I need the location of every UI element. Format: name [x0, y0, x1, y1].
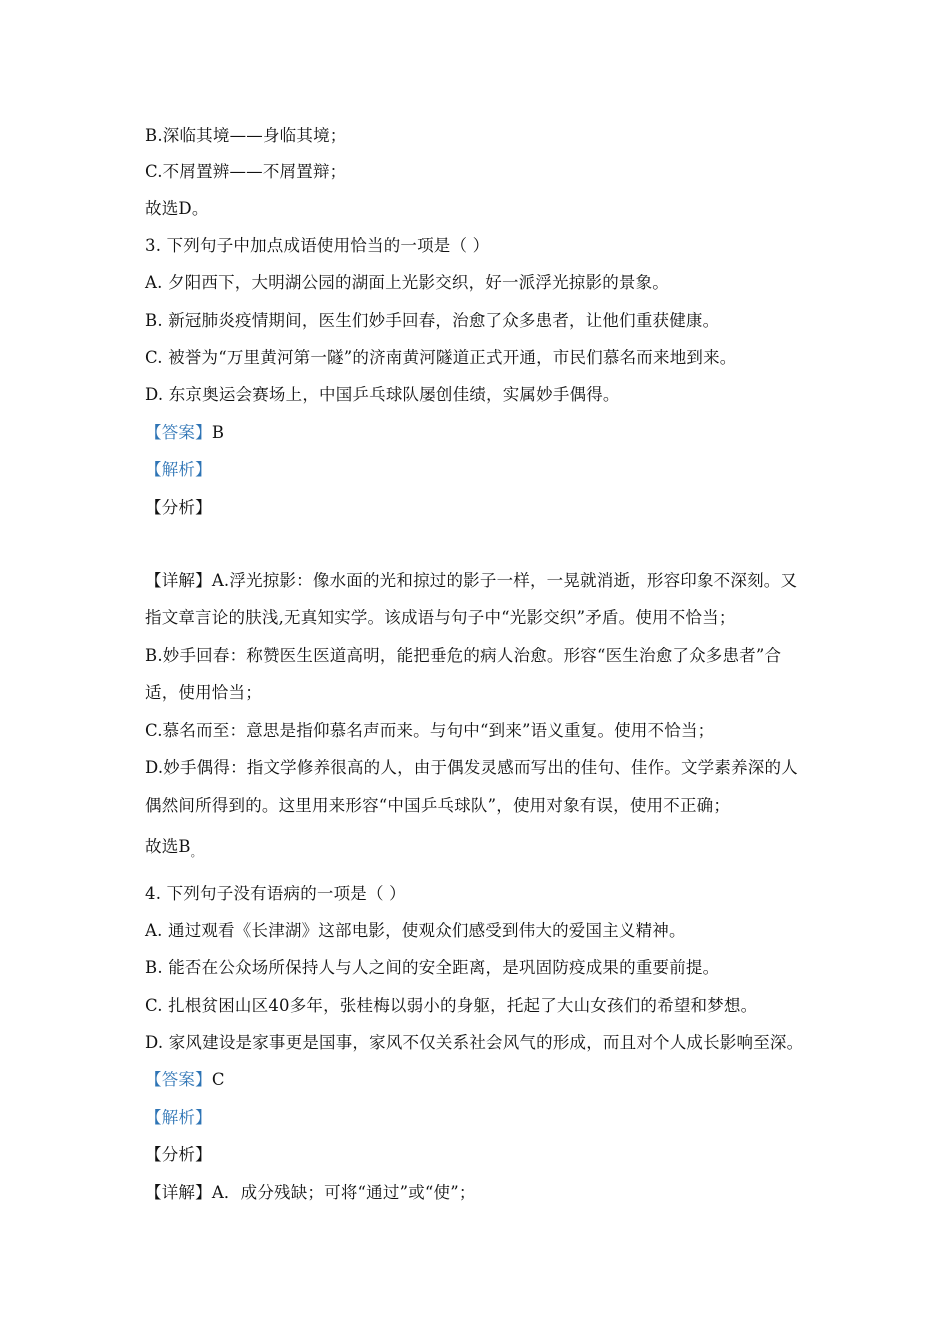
- q4-answer-value: C: [211, 1070, 225, 1089]
- q4-detail-label: 【详解】: [145, 1183, 212, 1202]
- q3-option-b: B. 新冠肺炎疫情期间，医生们妙手回春，治愈了众多患者，让他们重获健康。: [145, 311, 720, 330]
- q3-detail-label: 【详解】: [145, 571, 212, 590]
- prev-conclusion: 故选D。: [145, 199, 209, 218]
- prev-option-c-fix: C.不屑置辨——不屑置辩；: [145, 162, 347, 181]
- q3-conclusion: [145, 836, 202, 864]
- q4-detail-line-1: [145, 1182, 476, 1204]
- q4-stem: 4. 下列句子没有语病的一项是（ ）: [145, 884, 406, 903]
- q4-answer-label: 【答案】: [145, 1070, 212, 1089]
- q3-detail-line-3: B.妙手回春：称赞医生医道高明，能把垂危的病人治愈。形容“医生治愈了众多患者”合: [145, 646, 782, 665]
- q3-analysis-label: 【解析】: [145, 460, 212, 479]
- q3-detail-line-7: 偶然间所得到的。这里用来形容“中国乒乓球队”，使用对象有误，使用不正确；: [145, 796, 731, 815]
- q4-analysis-label: 【解析】: [145, 1108, 212, 1127]
- q3-detail-line-4: 适，使用恰当；: [145, 683, 262, 702]
- q4-option-a: A. 通过观看《长津湖》这部电影，使观众们感受到伟大的爱国主义精神。: [145, 921, 686, 940]
- q3-conclusion-mark: 。: [190, 846, 202, 859]
- q3-stem: 3. 下列句子中加点成语使用恰当的一项是（ ）: [145, 236, 490, 255]
- q3-detail-line-1: [145, 570, 797, 592]
- q3-detail-line-2: 指文章言论的肤浅,无真知实学。该成语与句子中“光影交织”矛盾。使用不恰当；: [145, 608, 736, 627]
- q3-detail-line-5: C.慕名而至：意思是指仰慕名声而来。与句中“到来”语义重复。使用不恰当；: [145, 721, 715, 740]
- q3-answer-value: B: [211, 423, 225, 442]
- q3-answer-label: 【答案】: [145, 423, 212, 442]
- q3-detail-line-6: D.妙手偶得：指文学修养很高的人，由于偶发灵感而写出的佳句、佳作。文学素养深的人: [145, 758, 798, 777]
- q4-answer: [145, 1069, 225, 1091]
- q3-option-c: C. 被誉为“万里黄河第一隧”的济南黄河隧道正式开通，市民们慕名而来地到来。: [145, 348, 737, 367]
- q4-option-b: B. 能否在公众场所保持人与人之间的安全距离，是巩固防疫成果的重要前提。: [145, 958, 720, 977]
- q4-option-c: C. 扎根贫困山区40多年，张桂梅以弱小的身躯，托起了大山女孩们的希望和梦想。: [145, 996, 758, 1015]
- q3-answer: [145, 422, 224, 444]
- q4-detail-text-1: A．成分残缺；可将“通过”或“使”；: [211, 1183, 476, 1202]
- prev-option-b-fix: B.深临其境——身临其境；: [145, 126, 347, 145]
- q3-option-d: D. 东京奥运会赛场上，中国乒乓球队屡创佳绩，实属妙手偶得。: [145, 385, 620, 404]
- q4-option-d: D. 家风建设是家事更是国事，家风不仅关系社会风气的形成，而且对个人成长影响至深。: [145, 1033, 804, 1052]
- q3-option-a: A. 夕阳西下，大明湖公园的湖面上光影交织，好一派浮光掠影的景象。: [145, 273, 670, 292]
- q3-conclusion-text: 故选B: [145, 837, 191, 856]
- q3-fenxi-label: 【分析】: [145, 498, 212, 517]
- q4-fenxi-label: 【分析】: [145, 1145, 212, 1164]
- q3-detail-text-1: A.浮光掠影：像水面的光和掠过的影子一样，一晃就消逝，形容印象不深刻。又: [211, 571, 798, 590]
